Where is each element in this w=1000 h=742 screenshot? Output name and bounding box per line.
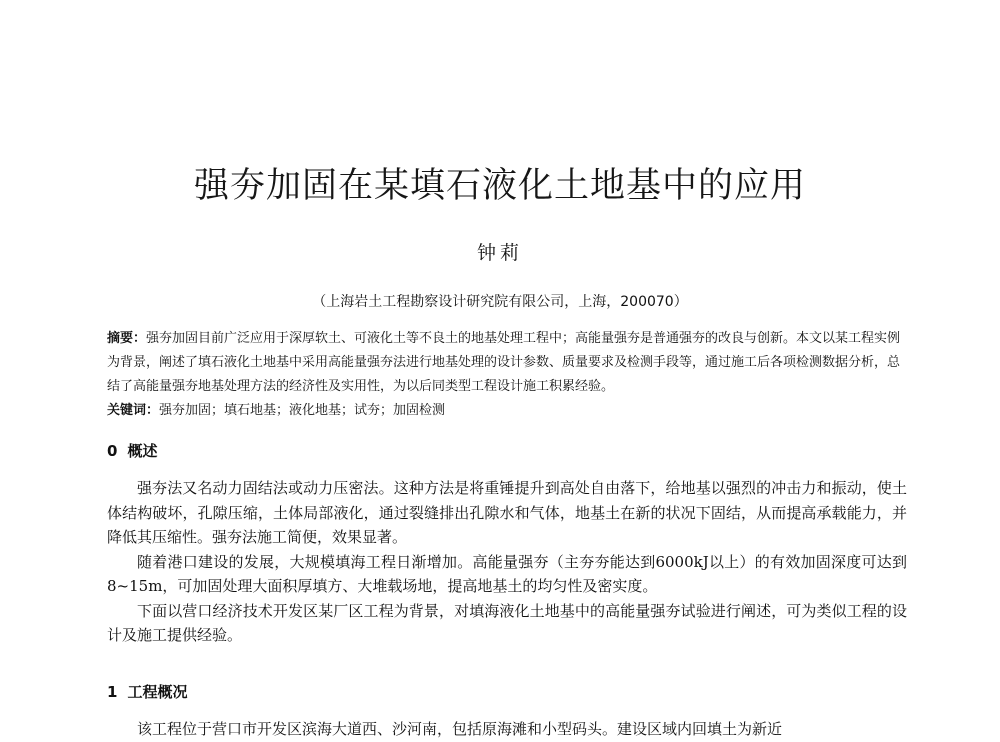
keywords-paragraph <box>107 399 907 423</box>
section-heading-project-overview <box>107 681 187 702</box>
abstract-label: 摘要： <box>107 331 147 346</box>
section-heading-overview <box>107 440 157 461</box>
section-number: 1 <box>107 683 118 701</box>
paper-title: 强夯加固在某填石液化土地基中的应用 <box>193 166 806 206</box>
abstract-block <box>107 327 907 423</box>
body-paragraph: 随着港口建设的发展，大规模填海工程日渐增加。高能量强夯（主夯夯能达到6000kJ以上）的有效加固深度可达到8~15m，可加固处理大面积厚填方、大堆载场地，提高地基土的均匀性及密实度。 <box>107 552 907 595</box>
section-number: 0 <box>107 442 118 460</box>
section-title: 概述 <box>127 442 158 460</box>
section-title: 工程概况 <box>127 683 188 701</box>
author-name: 钟莉 <box>476 242 523 264</box>
body-paragraph: 该工程位于营口市开发区滨海大道西、沙河南，包括原海滩和小型码头。建设区域内回填土为新近 <box>137 720 783 738</box>
section-project-body <box>107 717 907 741</box>
body-paragraph: 下面以营口经济技术开发区某厂区工程为背景，对填海液化土地基中的高能量强夯试验进行阐述，可为类似工程的设计及施工提供经验。 <box>107 601 907 644</box>
section-overview-body <box>107 476 907 648</box>
body-paragraph: 强夯法又名动力固结法或动力压密法。这种方法是将重锤提升到高处自由落下，给地基以强烈的冲击力和振动，使土体结构破坏，孔隙压缩，土体局部液化，通过裂缝排出孔隙水和气体，地基土在新的状况下固结，从而提高承载能力，并降低其压缩性。强夯法施工简便，效果显著。 <box>107 479 907 546</box>
keywords-text: 强夯加固；填石地基；液化地基；试夯；加固检测 <box>159 403 446 418</box>
abstract-paragraph <box>107 327 907 399</box>
abstract-text: 强夯加固目前广泛应用于深厚软土、可液化土等不良土的地基处理工程中；高能量强夯是普通强夯的改良与创新。本文以某工程实例为背景，阐述了填石液化土地基中采用高能量强夯法进行地基处理的设计参数、质量要求及检测手段等，通过施工后各项检测数据分析，总结了高能量强夯地基处理方法的经济性及实用性，为以后同类型工程设计施工积累经验。 <box>107 331 901 394</box>
author-affiliation: （上海岩土工程勘察设计研究院有限公司，上海，200070） <box>312 294 688 310</box>
keywords-label: 关键词： <box>107 403 160 418</box>
